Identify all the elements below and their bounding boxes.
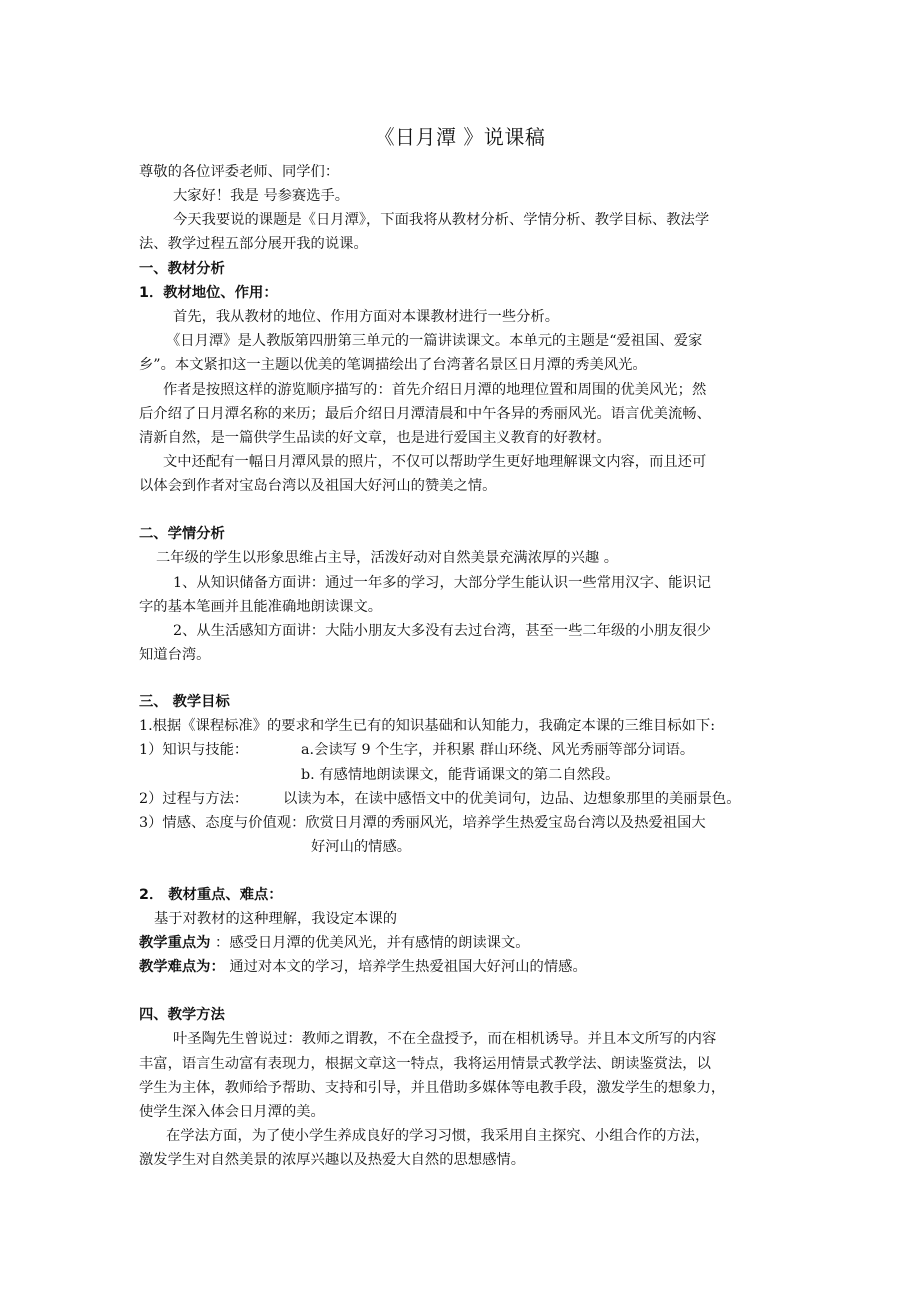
- key-point-line: [139, 933, 799, 953]
- paragraph-line: 二年级的学生以形象思维占主导，活泼好动对自然美景充满浓厚的兴趣 。: [156, 550, 619, 566]
- paragraph-line: 首先，我从教材的地位、作用方面对本课教材进行一些分析。: [173, 309, 560, 325]
- section-heading-4: 四、教学方法: [139, 1007, 225, 1023]
- paragraph-line: 叶圣陶先生曾说过：教师之谓教，不在全盘授予，而在相机诱导。并且本文所写的内容: [173, 1031, 717, 1047]
- section-heading-1: 一、教材分析: [139, 261, 225, 277]
- paragraph-line: 清新自然，是一篇供学生品读的好文章，也是进行爱国主义教育的好教材。: [139, 430, 611, 446]
- goal-3-line-1: 3）情感、态度与价值观：欣赏日月潭的秀丽风光，培养学生热爱宝岛台湾以及热爱祖国大: [139, 815, 706, 831]
- key-point-text: ：感受日月潭的优美风光，并有感情的朗读课文。: [210, 935, 530, 951]
- paragraph-line: 丰富，语言生动富有表现力，根据文章这一特点，我将运用情景式教学法、朗读鉴赏法，以: [139, 1056, 711, 1072]
- section-heading-3: 三、 教学目标: [139, 694, 230, 710]
- paragraph-line: 使学生深入体会日月潭的美。: [139, 1104, 325, 1120]
- greeting: 尊敬的各位评委老师、同学们：: [139, 164, 340, 180]
- goal-3-line-2: 好河山的情感。: [311, 839, 412, 855]
- paragraph-line: 学生为主体，教师给予帮助、支持和引导，并且借助多媒体等电教手段，激发学生的想象力，: [139, 1080, 726, 1096]
- key-point-label: 教学重点为: [139, 935, 211, 951]
- subheading-status: 1．教材地位、作用：: [139, 285, 278, 301]
- paragraph-line: 作者是按照这样的游览顺序描写的：首先介绍日月潭的地理位置和周围的优美风光；然: [163, 382, 707, 398]
- paragraph-line: 1.根据《课程标准》的要求和学生已有的知识基础和认知能力，我确定本课的三维目标如下:: [139, 718, 716, 734]
- paragraph-line: 在学法方面，为了使小学生养成良好的学习习惯，我采用自主探究、小组合作的方法，: [166, 1128, 710, 1144]
- paragraph-line: 基于对教材的这种理解，我设定本课的: [154, 911, 398, 927]
- goal-1b: b. 有感情地朗读课文，能背诵课文的第二自然段。: [301, 767, 620, 783]
- difficulty-line: [139, 957, 799, 977]
- topic-line-2: 法、教学过程五部分展开我的说课。: [139, 236, 368, 252]
- paragraph-line: 1、从知识储备方面讲：通过一年多的学习，大部分学生能认识一些常用汉字、能识记: [173, 575, 712, 591]
- goal-1a: a.会读写 9 个生字，并积累 群山环绕、风光秀丽等部分词语。: [301, 742, 695, 758]
- subheading-key-points: 2． 教材重点、难点：: [139, 887, 283, 903]
- hello-line: 大家好！我是 号参赛选手。: [173, 188, 350, 204]
- paragraph-line: 后介绍了日月潭名称的来历；最后介绍日月潭清晨和中午各异的秀丽风光。语言优美流畅、: [139, 406, 711, 422]
- page-title: 《日月潭 》说课稿: [374, 125, 546, 149]
- difficulty-text: 通过对本文的学习，培养学生热爱祖国大好河山的情感。: [224, 959, 587, 975]
- paragraph-line: 文中还配有一幅日月潭风景的照片，不仅可以帮助学生更好地理解课文内容，而且还可: [163, 454, 707, 470]
- goal-2-label: 2）过程与方法：: [139, 791, 249, 807]
- paragraph-line: 知道台湾。: [139, 647, 211, 663]
- goal-1-label: 1）知识与技能：: [139, 742, 249, 758]
- paragraph-line: 乡”。本文紧扣这一主题以优美的笔调描绘出了台湾著名景区日月潭的秀美风光。: [139, 357, 647, 373]
- goal-2-text: 以读为本，在读中感悟文中的优美词句，边品、边想象那里的美丽景色。: [283, 791, 741, 807]
- topic-line-1: 今天我要说的课题是《日月潭》，下面我将从教材分析、学情分析、教学目标、教法学: [173, 212, 710, 228]
- section-heading-2: 二、学情分析: [139, 526, 225, 542]
- paragraph-line: 以体会到作者对宝岛台湾以及祖国大好河山的赞美之情。: [139, 478, 497, 494]
- difficulty-label: 教学难点为：: [139, 959, 225, 975]
- paragraph-line: 《日月潭》是人教版第四册第三单元的一篇讲读课文。本单元的主题是“爱祖国、爱家: [166, 333, 703, 349]
- paragraph-line: 字的基本笔画并且能准确地朗读课文。: [139, 599, 383, 615]
- paragraph-line: 激发学生对自然美景的浓厚兴趣以及热爱大自然的思想感情。: [139, 1152, 526, 1168]
- paragraph-line: 2、从生活感知方面讲：大陆小朋友大多没有去过台湾，甚至一些二年级的小朋友很少: [173, 623, 712, 639]
